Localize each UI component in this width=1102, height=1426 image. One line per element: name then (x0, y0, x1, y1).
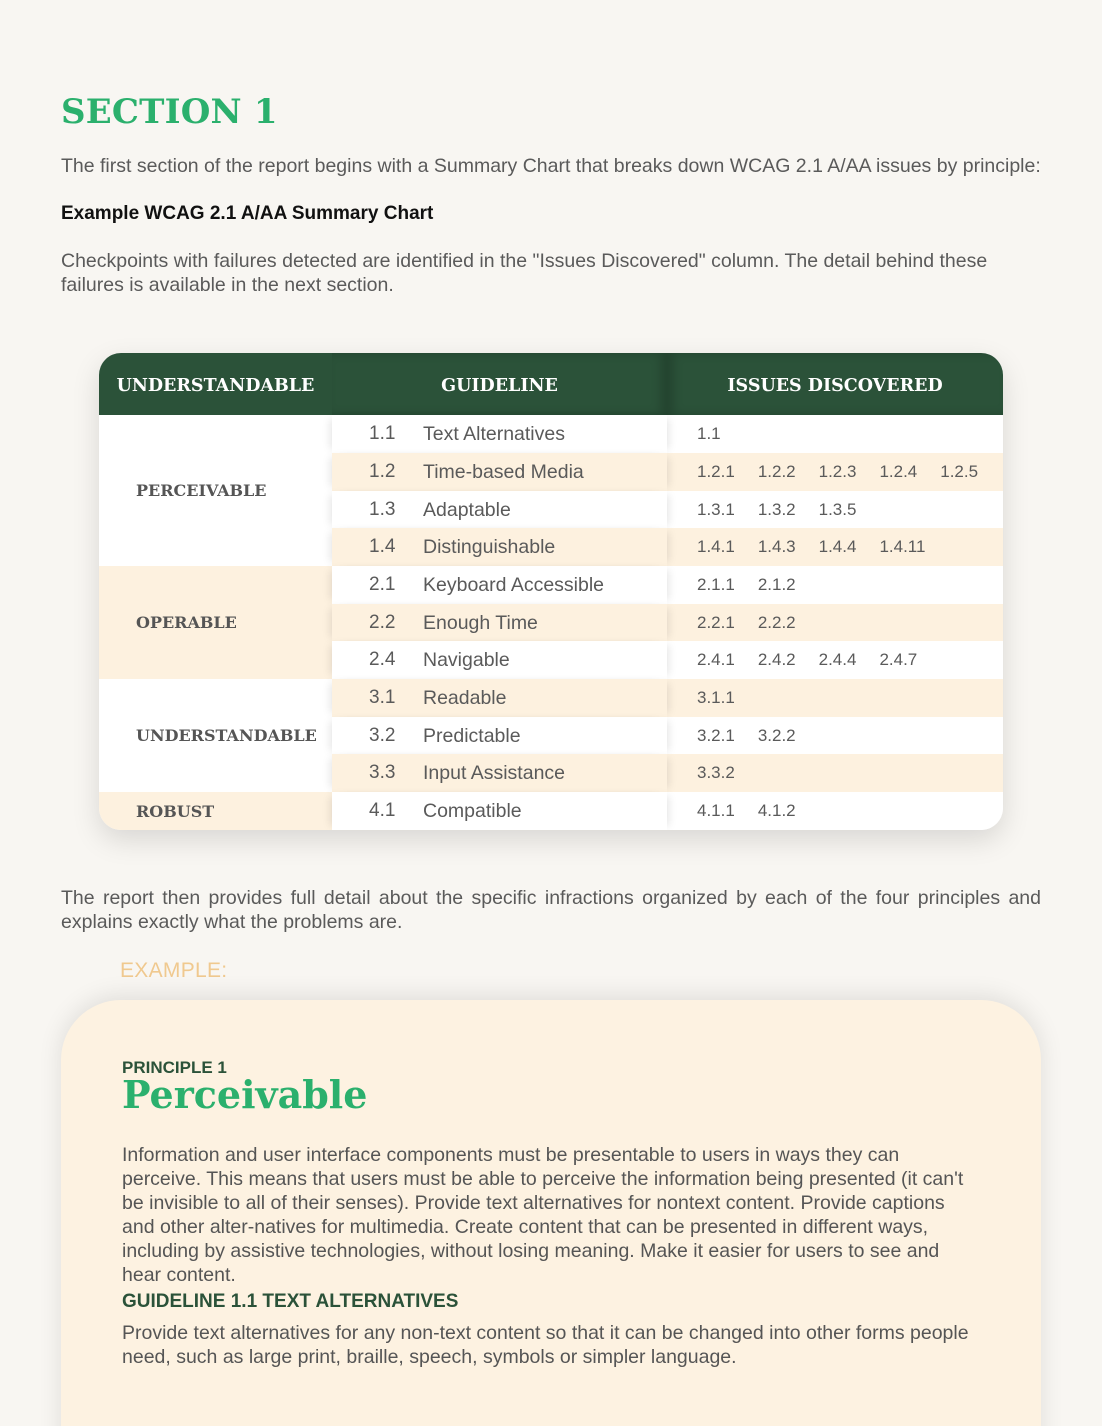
guideline-number: 2.4 (369, 649, 396, 670)
guideline-number: 3.1 (369, 687, 396, 708)
issues-cell (667, 491, 1003, 529)
issue-code: 1.3.1 (697, 500, 735, 519)
example-card (61, 1000, 1041, 1426)
guideline-name: Readable (423, 687, 507, 709)
report-paragraph: The report then provides full detail about the specific infractions organized by each of the four principles and explains exactly what the problems are. (61, 887, 1041, 933)
issues-cell (667, 566, 1003, 604)
guideline-heading: GUIDELINE 1.1 TEXT ALTERNATIVES (122, 1291, 459, 1312)
chart-heading: Example WCAG 2.1 A/AA Summary Chart (61, 203, 434, 224)
table-row (332, 679, 1003, 717)
guideline-number: 3.3 (369, 762, 396, 783)
guideline-cell (332, 453, 667, 491)
principle-perceivable: PERCEIVABLE (99, 415, 332, 566)
guideline-name: Keyboard Accessible (423, 574, 605, 596)
guideline-name: Enough Time (423, 612, 538, 634)
principle-kicker: PRINCIPLE 1 (122, 1058, 227, 1077)
issue-code: 2.2.1 (697, 613, 735, 632)
principle-operable: OPERABLE (99, 566, 332, 679)
guideline-name: Distinguishable (423, 536, 556, 558)
principle-understandable: UNDERSTANDABLE (99, 679, 332, 792)
issue-code: 1.2.3 (818, 462, 857, 481)
guideline-number: 4.1 (369, 800, 396, 821)
issues-cell (667, 415, 1003, 453)
issue-code: 1.1 (697, 424, 721, 443)
intro-paragraph: The first section of the report begins with a Summary Chart that breaks down WCAG 2.1 A/AA issues by principle: (61, 155, 1041, 177)
guideline-cell (332, 792, 667, 830)
guideline-name: Adaptable (423, 499, 511, 521)
table-row (332, 415, 1003, 453)
guideline-cell (332, 641, 667, 679)
guideline-name: Compatible (423, 800, 522, 822)
issue-code: 1.4.4 (818, 537, 857, 556)
issue-code: 2.4.2 (757, 650, 796, 669)
issue-code: 4.1.2 (757, 801, 796, 820)
issue-code: 2.4.7 (879, 650, 918, 669)
issue-code: 1.3.2 (757, 500, 796, 519)
guideline-cell (332, 491, 667, 529)
table-row (332, 717, 1003, 755)
guideline-number: 1.4 (369, 536, 396, 557)
guideline-number: 1.2 (369, 461, 396, 482)
guideline-description: Provide text alternatives for any non-text content so that it can be changed into other forms people need, such as large print, braille, speech, symbols or simpler language. (122, 1322, 969, 1368)
issues-cell (667, 792, 1003, 830)
issues-cell (667, 754, 1003, 792)
issues-cell (667, 604, 1003, 642)
issue-code: 1.2.4 (879, 462, 918, 481)
guideline-number: 1.1 (369, 423, 396, 444)
guideline-number: 2.1 (369, 574, 396, 595)
table-row (332, 491, 1003, 529)
guideline-number: 3.2 (369, 725, 396, 746)
guideline-number: 1.3 (369, 499, 396, 520)
guideline-cell (332, 528, 667, 566)
issues-cell (667, 641, 1003, 679)
issues-cell (667, 717, 1003, 755)
issues-cell (667, 528, 1003, 566)
issue-code: 3.3.2 (697, 763, 735, 782)
guideline-cell (332, 679, 667, 717)
guideline-name: Predictable (423, 725, 521, 747)
issues-cell (667, 679, 1003, 717)
guideline-cell (332, 754, 667, 792)
table-header (99, 353, 1003, 415)
table-row (332, 453, 1003, 491)
header-issues: ISSUES DISCOVERED (667, 353, 1003, 415)
issue-code: 4.1.1 (697, 801, 735, 820)
table-row (332, 528, 1003, 566)
example-label: EXAMPLE: (120, 959, 228, 982)
guideline-cell (332, 566, 667, 604)
issue-code: 2.4.4 (818, 650, 857, 669)
issue-code: 1.2.2 (757, 462, 796, 481)
guideline-cell (332, 415, 667, 453)
issue-code: 1.4.3 (757, 537, 796, 556)
checkpoints-paragraph: Checkpoints with failures detected are identified in the "Issues Discovered" column. The detail behind these failures is available in the next section. (61, 250, 988, 296)
summary-table (99, 353, 1003, 830)
principle-description: Information and user interface components must be presentable to users in ways they can perceive. This means that users must be able to perceive the information being presented (it can't be invisible to all of their senses). Provide text alternatives for nontext content. Provide captions and other alter-natives for multimedia. Create content that can be presented in different ways, including by assistive technologies, without losing meaning. Make it easier for users to see and hear content. (122, 1144, 964, 1286)
table-row (332, 754, 1003, 792)
issue-code: 2.2.2 (757, 613, 796, 632)
guideline-name: Time-based Media (423, 461, 584, 483)
issue-code: 2.4.1 (697, 650, 735, 669)
issue-code: 1.2.1 (697, 462, 735, 481)
issues-cell (667, 453, 1003, 491)
issue-code: 1.3.5 (818, 500, 857, 519)
guideline-cell (332, 604, 667, 642)
issue-code: 2.1.2 (757, 575, 796, 594)
guideline-cell (332, 717, 667, 755)
issue-code: 1.4.11 (879, 537, 926, 556)
guideline-name: Navigable (423, 649, 510, 671)
issue-code: 3.2.2 (757, 726, 796, 745)
issue-code: 3.1.1 (697, 688, 735, 707)
section-title: SECTION 1 (61, 92, 278, 132)
issue-code: 2.1.1 (697, 575, 735, 594)
header-guideline: GUIDELINE (332, 353, 667, 415)
guideline-name: Text Alternatives (423, 423, 565, 445)
issue-code: 3.2.1 (697, 726, 735, 745)
principle-title: Perceivable (122, 1072, 368, 1117)
issue-code: 1.4.1 (697, 537, 735, 556)
guideline-number: 2.2 (369, 612, 396, 633)
principle-robust: ROBUST (99, 792, 332, 830)
table-row (332, 566, 1003, 604)
guideline-name: Input Assistance (423, 762, 566, 784)
table-row (332, 604, 1003, 642)
table-row (332, 641, 1003, 679)
table-row (332, 792, 1003, 830)
header-principle: UNDERSTANDABLE (116, 376, 315, 396)
issue-code: 1.2.5 (940, 462, 979, 481)
